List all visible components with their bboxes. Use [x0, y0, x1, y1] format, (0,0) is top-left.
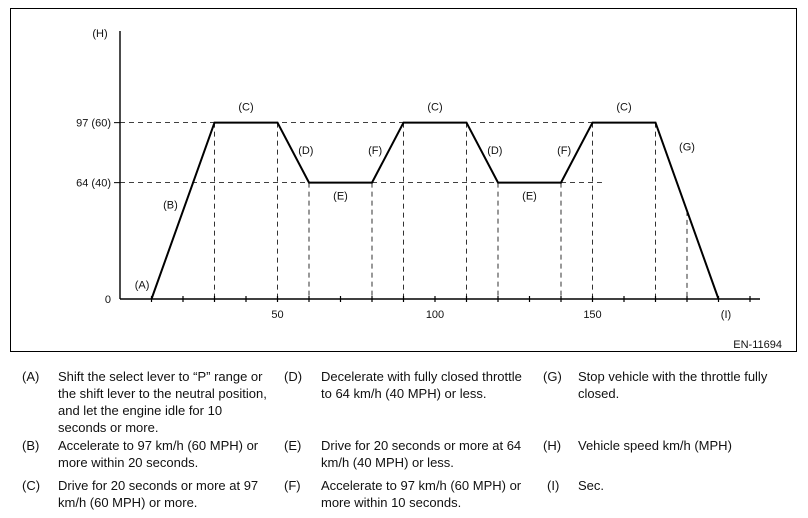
y-tick-label-2: 97 (60) [76, 117, 111, 130]
segment-label-9: (F) [557, 144, 572, 157]
legend-key-h: (H) [543, 438, 562, 453]
speed-trace [152, 123, 719, 299]
legend-key-i: (I) [547, 478, 560, 493]
legend-text-e: Drive for 20 seconds or more at 64 km/h (40 MPH) or less. [321, 438, 522, 470]
y-tick-label-0: 0 [104, 294, 111, 306]
legend-text-c: Drive for 20 seconds or more at 97 km/h (60 MPH) or more. [58, 478, 259, 510]
legend-text-h: Vehicle speed km/h (MPH) [578, 438, 732, 453]
segment-label-8: (E) [522, 190, 537, 203]
segment-label-10: (C) [616, 101, 632, 114]
segment-label-6: (C) [427, 101, 443, 114]
segment-label-1: (B) [163, 199, 178, 212]
drive-cycle-chart [11, 9, 798, 353]
segment-label-0: (A) [134, 279, 150, 292]
legend-key-d: (D) [284, 369, 303, 384]
legend-text-f: Accelerate to 97 km/h (60 MPH) or more within 10 seconds. [321, 478, 522, 510]
segment-label-5: (F) [368, 144, 383, 157]
legend-key-c: (C) [22, 478, 41, 493]
x-tick-label-1: 100 [425, 309, 445, 321]
x-tick-label-2: 150 [583, 309, 602, 321]
segment-label-4: (E) [333, 190, 348, 203]
legend [0, 360, 808, 518]
legend-key-a: (A) [22, 369, 40, 384]
legend-text-a: Shift the select lever to “P” range or the shift lever to the neutral position, and let the engine idle for 10 seconds or more. [58, 369, 267, 435]
x-axis-label: (I) [720, 309, 732, 321]
segment-label-7: (D) [487, 144, 503, 157]
legend-key-f: (F) [284, 478, 301, 493]
y-tick-label-1: 64 (40) [76, 177, 111, 190]
legend-text-i: Sec. [578, 478, 605, 493]
figure-id: EN-11694 [733, 339, 782, 351]
y-axis-label: (H) [92, 28, 108, 40]
legend-text-g: Stop vehicle with the throttle fully closed. [578, 369, 768, 401]
chart-frame [10, 8, 797, 352]
x-tick-label-0: 50 [271, 309, 284, 321]
legend-key-g: (G) [543, 369, 562, 384]
legend-text-b: Accelerate to 97 km/h (60 MPH) or more within 20 seconds. [58, 438, 259, 470]
segment-label-2: (C) [238, 101, 254, 114]
legend-key-b: (B) [22, 438, 40, 453]
legend-text-d: Decelerate with fully closed throttle to 64 km/h (40 MPH) or less. [321, 369, 522, 401]
segment-label-3: (D) [298, 144, 314, 157]
segment-label-11: (G) [679, 141, 695, 154]
legend-key-e: (E) [284, 438, 302, 453]
